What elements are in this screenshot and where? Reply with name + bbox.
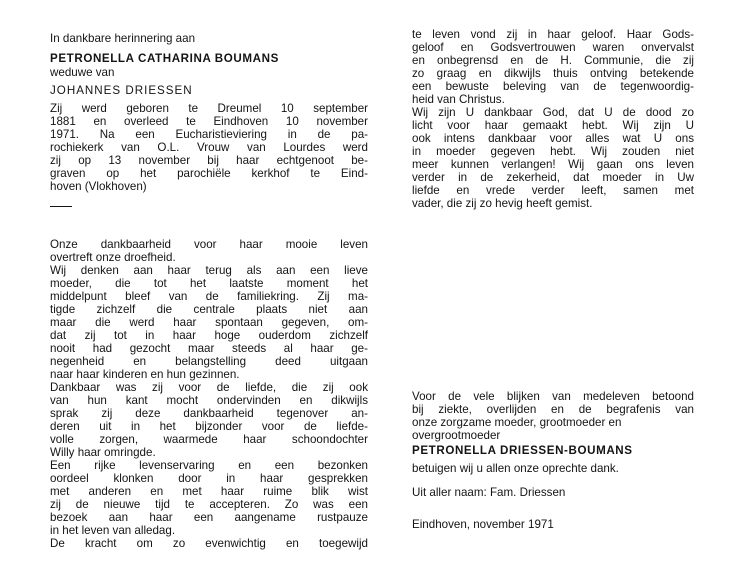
tribute-line: sprak zij deze dankbaarheid tegenover an- — [50, 407, 368, 420]
tribute-line: moeder, die tot het laatste moment het — [50, 277, 368, 290]
tribute-line: deren uit in het bijzonder voor de liefde- — [50, 420, 368, 433]
widow-of-text: weduwe van — [50, 66, 115, 79]
tribute-line: Willy haar omringde. — [50, 446, 156, 459]
bio-line: rochiekerk van O.L. Vrouw van Lourdes werd — [50, 141, 368, 154]
bio-line: hoven (Vlokhoven) — [50, 180, 147, 193]
tribute-line: bezoek aan haar een aangename rustpauze — [50, 511, 368, 524]
thanks-line: bij ziekte, overlijden en de begrafenis van — [412, 403, 694, 416]
bio-line: Zij werd geboren te Dreumel 10 september — [50, 102, 368, 115]
tribute-line: Wij denken aan haar terug als aan een lieve — [50, 264, 368, 277]
tribute-line: dat zij tot in haar hoge ouderdom zichzelf — [50, 329, 368, 342]
tribute-line: Onze dankbaarheid voor haar mooie leven — [50, 238, 368, 251]
tribute-line: zij de nieuwe tijd te accepteren. Zo was een — [50, 498, 368, 511]
tribute-line: overtreft onze droefheid. — [50, 251, 176, 264]
thanks-closing: betuigen wij u allen onze oprechte dank. — [412, 462, 619, 475]
faith-line: heid van Christus. — [412, 93, 505, 106]
faith-line: Wij zijn U dankbaar God, dat U de dood zo — [412, 106, 694, 119]
thanks-line: onze zorgzame moeder, grootmoeder en — [412, 416, 622, 429]
faith-line: liefde en vrede verder leeft, samen met — [412, 184, 694, 197]
bio-line: graven op het parochiële kerkhof te Eind- — [50, 167, 368, 180]
tribute-line: negenheid en belangstelling deed uitgaan — [50, 355, 368, 368]
faith-line: te leven vond zij in haar geloof. Haar Gods- — [412, 28, 694, 41]
tribute-line: van hun kant mocht ondervinden en dikwijls — [50, 394, 368, 407]
bio-line: 1971. Na een Eucharistieviering in de pa- — [50, 128, 368, 141]
thanks-line: Voor de vele blijken van medeleven betoond — [412, 390, 694, 403]
tribute-line: in het leven van alledag. — [50, 524, 176, 537]
family-signature: Uit aller naam: Fam. Driessen — [412, 486, 566, 499]
faith-line: licht voor haar gemaakt hebt. Wij zijn U — [412, 119, 694, 132]
tribute-paragraph — [50, 238, 368, 550]
faith-line: in moeder gegeven hebt. Wij zouden niet — [412, 145, 694, 158]
deceased-name: PETRONELLA CATHARINA BOUMANS — [50, 52, 279, 65]
faith-line: vader, die zij zo hevig heeft gemist. — [412, 197, 593, 210]
place-date: Eindhoven, november 1971 — [412, 518, 554, 531]
tribute-line: De kracht om zo evenwichtig en toegewijd — [50, 537, 368, 550]
faith-line: verder in de zekerheid, dat moeder in Uw — [412, 171, 694, 184]
faith-paragraph — [412, 28, 694, 210]
tribute-line: middelpunt bleef van de familiekring. Zij ma- — [50, 290, 368, 303]
tribute-line: tigde zichzelf die centrale plaats niet aan — [50, 303, 368, 316]
thanks-paragraph — [412, 390, 694, 442]
separator-dash — [50, 206, 72, 207]
faith-line: meer kunnen verlangen! Wij gaan ons leven — [412, 158, 694, 171]
bio-line: zij op 13 november bij haar echtgenoot be- — [50, 154, 368, 167]
tribute-line: Een rijke levenservaring en een bezonken — [50, 459, 368, 472]
tribute-line: nooit had gezocht maar steeds al haar ge- — [50, 342, 368, 355]
thanks-name: PETRONELLA DRIESSEN-BOUMANS — [412, 444, 633, 457]
tribute-line: maar die werd haar spontaan gegeven, om- — [50, 316, 368, 329]
tribute-line: volle zorgen, waarmede haar schoondochter — [50, 433, 368, 446]
bio-paragraph — [50, 102, 368, 193]
tribute-line: oordeel klonken door in haar gesprekken — [50, 472, 368, 485]
husband-name: JOHANNES DRIESSEN — [50, 84, 193, 97]
faith-line: zo graag en dikwijls thuis ontving betekende — [412, 67, 694, 80]
bio-line: 1881 en overleed te Eindhoven 10 november — [50, 115, 368, 128]
faith-line: geloof en Godsvertrouwen waren onvervalst — [412, 41, 694, 54]
tribute-line: Dankbaar was zij voor de liefde, die zij ook — [50, 381, 368, 394]
intro-text: In dankbare herinnering aan — [50, 32, 196, 45]
faith-line: ook intens dankbaar voor alles wat U ons — [412, 132, 694, 145]
faith-line: en onbegrensd en de H. Communie, die zij — [412, 54, 694, 67]
tribute-line: naar haar kinderen en hun gezinnen. — [50, 368, 240, 381]
faith-line: een bewuste beleving van de tegenwoordig- — [412, 80, 694, 93]
tribute-line: met anderen en met haar ruime blik wist — [50, 485, 368, 498]
thanks-line: overgrootmoeder — [412, 429, 501, 442]
